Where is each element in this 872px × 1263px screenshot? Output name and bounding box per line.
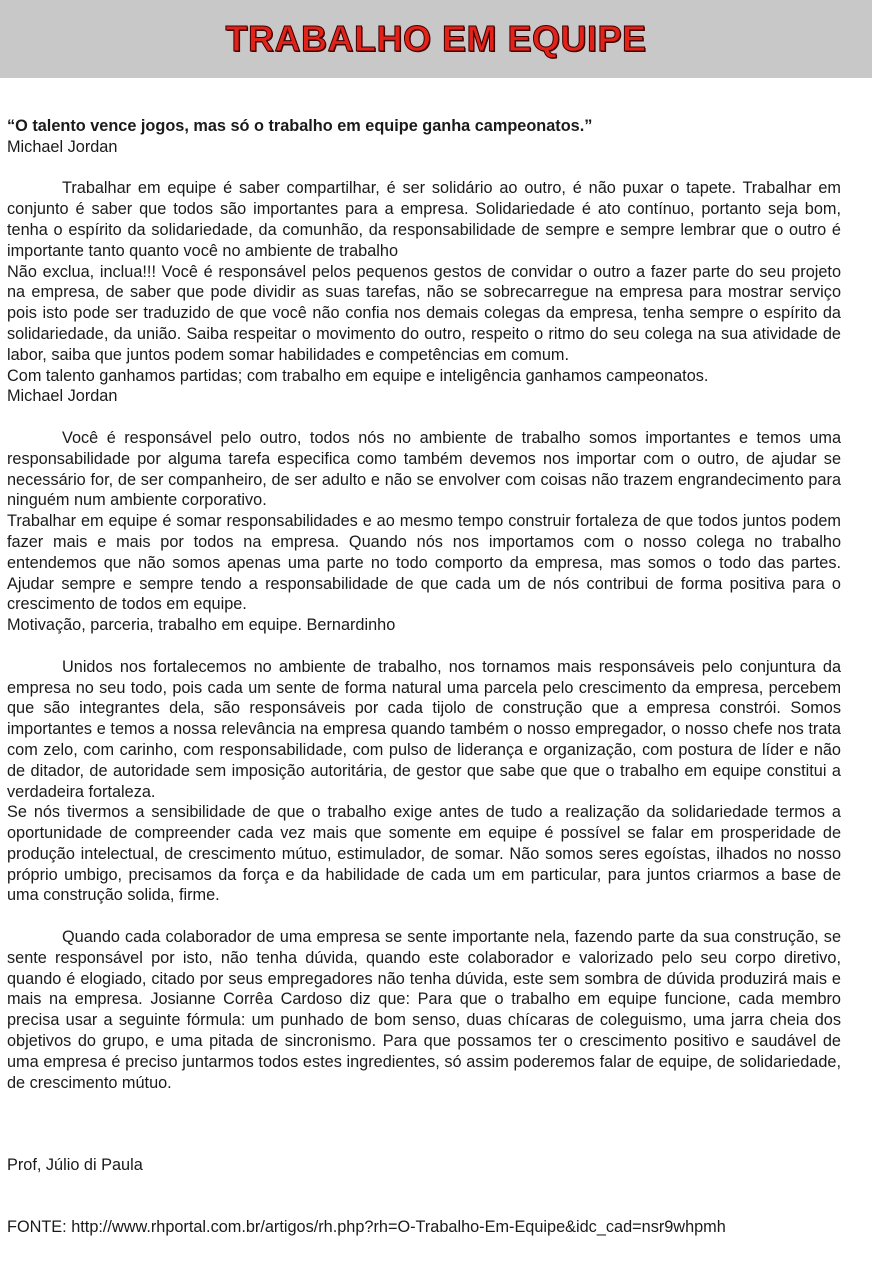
page-title: TRABALHO EM EQUIPE bbox=[225, 18, 647, 59]
spacer bbox=[7, 636, 841, 657]
paragraph: Motivação, parceria, trabalho em equipe. Bernardinho bbox=[7, 616, 396, 635]
paragraph: Não exclua, inclua!!! Você é responsável pelos pequenos gestos de convidar o outro a fazer parte do seu projeto na empresa, de saber que pode dividir as suas tarefas, não se sobrecarregue na empresa para mostrar serviço pois isto pode ser traduzido de que você não confia nos demais colegas da empresa, tenha sempre o espírito da solidariedade, da união. Saiba respeitar o movimento do outro, respeito o ritmo do seu colega na sua atividade de labor, saiba que juntos podem somar habilidades e competências em comum. bbox=[7, 262, 841, 364]
article-body bbox=[7, 116, 841, 1093]
paragraph: Com talento ganhamos partidas; com trabalho em equipe e inteligência ganhamos campeonatos. bbox=[7, 366, 709, 385]
paragraph: Unidos nos fortalecemos no ambiente de trabalho, nos tornamos mais responsáveis pelo conjuntura da empresa no seu todo, pois cada um sente de forma natural uma parcela pelo crescimento da empresa, percebem que são integrantes dela, são responsáveis por cada tijolo de construção que a empresa constrói. Somos importantes e temos a nossa relevância na empresa quando também o nosso empregador, o nosso chefe nos trata com zelo, com carinho, com responsabilidade, com pulso de liderança e organização, com postura de líder e não de ditador, de autoridade sem imposição autoritária, de gestor que sabe que que o trabalho em equipe constitui a verdadeira fortaleza. bbox=[7, 657, 841, 801]
article-signature: Prof, Júlio di Paula bbox=[7, 1156, 143, 1174]
paragraph: Trabalhar em equipe é somar responsabilidades e ao mesmo tempo construir fortaleza de que todos juntos podem fazer mais e mais por todos na empresa. Quando nós nos importamos com o nosso colega no trabalho entendemos que não somos apenas uma parte no todo comporto da empresa, mas somos o todo das partes. Ajudar sempre e sempre tendo a responsabilidade de que cada um de nós contribui de forma positiva para o crescimento de todos em equipe. bbox=[7, 512, 841, 614]
quote-author: Michael Jordan bbox=[7, 137, 118, 156]
paragraph: Michael Jordan bbox=[7, 387, 118, 406]
paragraph: Você é responsável pelo outro, todos nós no ambiente de trabalho somos importantes e temos uma responsabilidade por alguma tarefa especifica como também devemos nos importar com o outro, de ajudar se necessário for, de ser companheiro, de ser adulto e não se envolver com coisas não trazem engrandecimento para ninguém num ambiente corporativo. bbox=[7, 428, 841, 510]
paragraph: Quando cada colaborador de uma empresa se sente importante nela, fazendo parte da sua construção, se sente responsável por isto, não tenha dúvida, quando este colaborador e valorizado pelo seu corpo diretivo, quando é elogiado, citado por seus empregadores não tenha dúvida, este sem sombra de dúvida produzirá mais e mais na empresa. Josianne Corrêa Cardoso diz que: Para que o trabalho em equipe funcione, cada membro precisa usar a seguinte fórmula: um punhado de bom senso, duas chícaras de coleguismo, uma jarra cheia dos objetivos do grupo, e uma pitada de sincronismo. Para que possamos ter o crescimento positivo e saudável de uma empresa é preciso juntarmos todos estes ingredientes, só assim poderemos falar de equipe, de solidariedade, de crescimento mútuo. bbox=[7, 928, 841, 1092]
spacer bbox=[7, 906, 841, 927]
source-citation: FONTE: http://www.rhportal.com.br/artigos/rh.php?rh=O-Trabalho-Em-Equipe&idc_cad=nsr9whpmh bbox=[7, 1218, 726, 1236]
spacer bbox=[7, 407, 841, 428]
paragraph: Se nós tivermos a sensibilidade de que o trabalho exige antes de tudo a realização da solidariedade termos a oportunidade de compreender cada vez mais que somente em equipe é possível se falar em prosperidade de produção intelectual, de crescimento mútuo, estimulador, de somar. Não somos seres egoístas, ilhados no nosso próprio umbigo, precisamos da força e da habilidade de cada um em particular, para juntos criarmos a base de uma construção solida, firme. bbox=[7, 803, 841, 905]
paragraph: Trabalhar em equipe é saber compartilhar, é ser solidário ao outro, é não puxar o tapete. Trabalhar em conjunto é saber que todos são importantes para a empresa. Solidariedade é ato contínuo, portanto seja bom, tenha o espírito da solidariedade, da comunhão, da responsabilidade de sempre e sempre lembrar que o outro é importante tanto quanto você no ambiente de trabalho bbox=[7, 179, 841, 260]
title-banner bbox=[0, 0, 872, 78]
spacer bbox=[7, 158, 841, 179]
opening-quote: “O talento vence jogos, mas só o trabalho em equipe ganha campeonatos.” bbox=[7, 117, 593, 135]
